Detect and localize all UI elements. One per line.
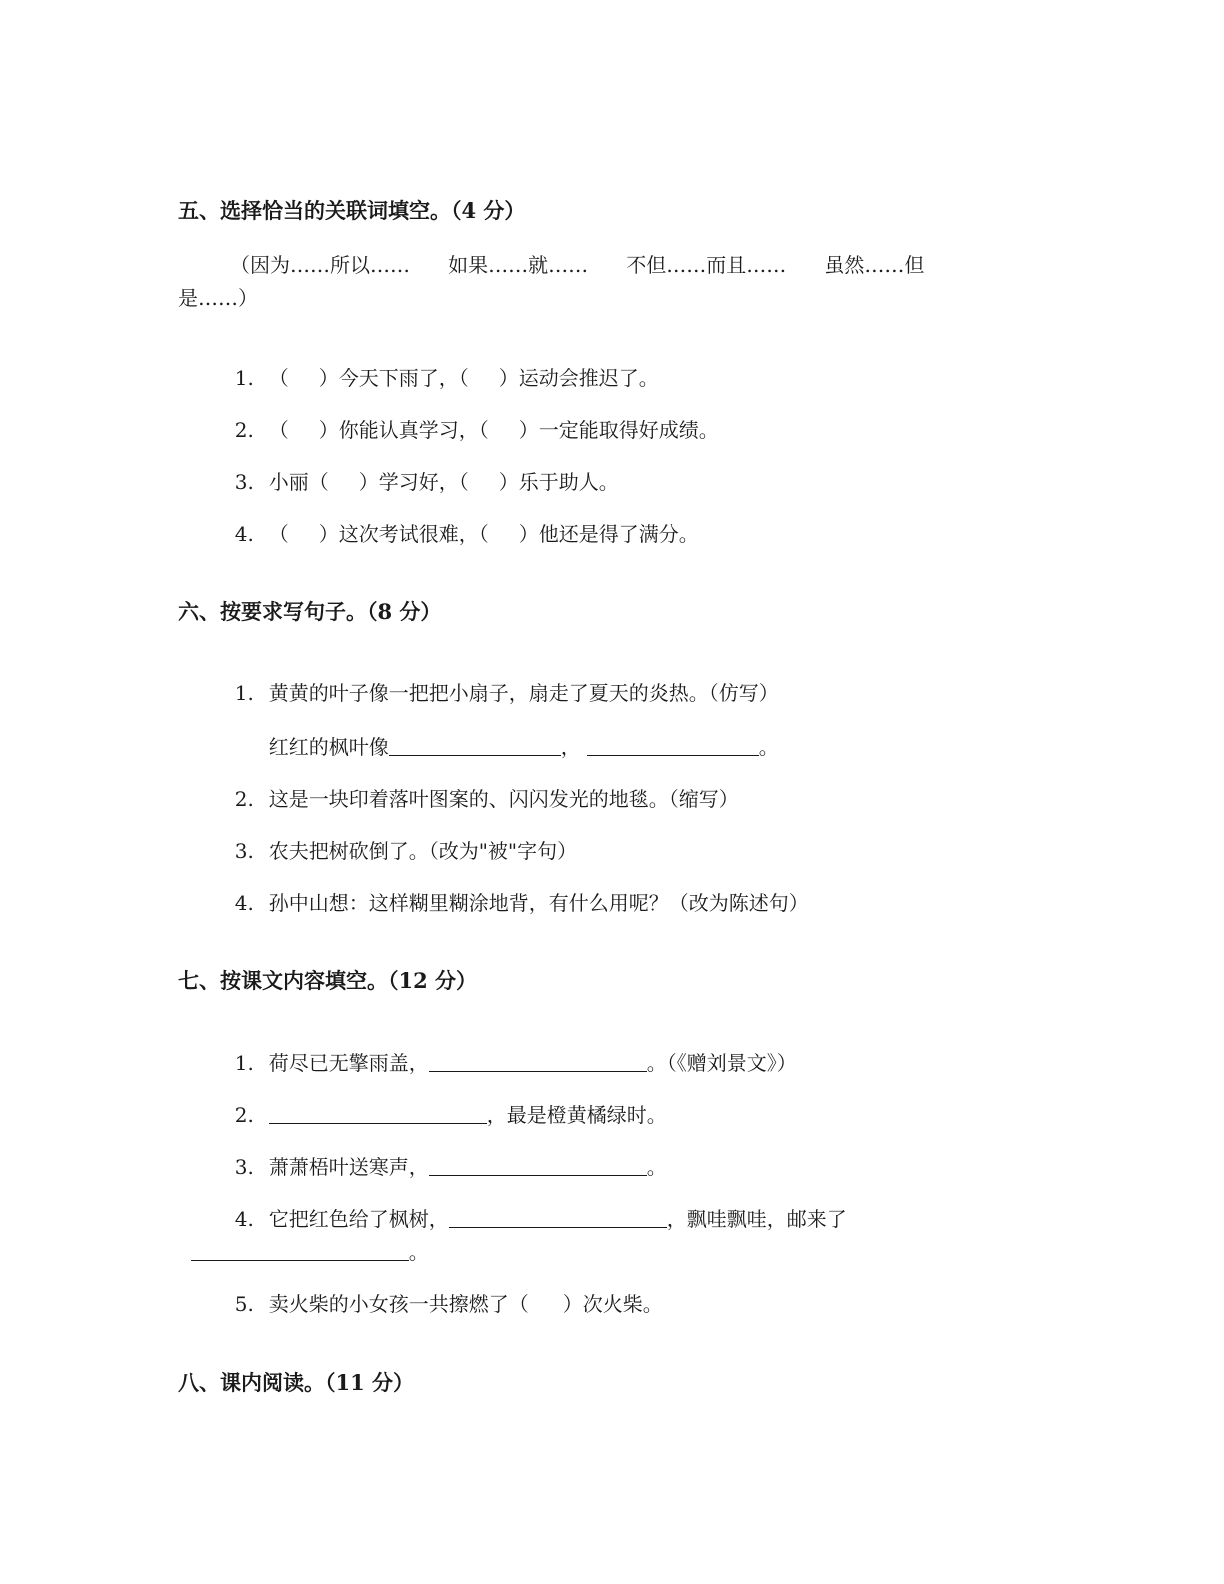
- item-text: ）乐于助人。: [498, 470, 619, 494]
- item-number: 3.: [234, 470, 254, 494]
- sec5-item-4: [222, 492, 699, 548]
- sec6-item-1: [222, 651, 779, 707]
- sec6-item-3: [222, 809, 577, 865]
- item-number: 5.: [234, 1292, 254, 1316]
- item-text: ）一定能取得好成绩。: [518, 418, 719, 442]
- item-text: 小丽（: [268, 470, 329, 494]
- item-number: 1.: [234, 1051, 254, 1075]
- item-text: ）你能认真学习，（: [318, 418, 489, 442]
- sec5-item-1: [222, 336, 659, 392]
- item-text: ，最是橙黄橘绿时。: [486, 1103, 667, 1127]
- item-text: 。: [758, 735, 779, 759]
- item-text: ）这次考试很难，（: [318, 522, 489, 546]
- item-number: 3.: [234, 1155, 254, 1179]
- item-text: 农夫把树砍倒了。（改为"被"字句）: [268, 839, 578, 863]
- item-number: 3.: [234, 839, 254, 863]
- item-number: 2.: [234, 1103, 254, 1127]
- item-text: ）次火柴。: [562, 1292, 663, 1316]
- sec7-item-3: [222, 1125, 667, 1181]
- item-number: 1.: [234, 681, 254, 705]
- conjunction-options-line2: 是……）: [178, 286, 258, 310]
- item-text: 卖火柴的小女孩一共擦燃了（: [268, 1292, 529, 1316]
- item-number: 4.: [234, 1207, 254, 1231]
- item-text: 荷尽已无擎雨盖，: [268, 1051, 429, 1075]
- item-text: ）他还是得了满分。: [518, 522, 699, 546]
- item-text: ，: [560, 735, 581, 759]
- answer-line[interactable]: [587, 735, 759, 756]
- item-number: 2.: [234, 787, 254, 811]
- answer-line[interactable]: [449, 1207, 667, 1228]
- item-text: 。: [408, 1240, 429, 1264]
- item-text: （: [268, 522, 289, 546]
- answer-line[interactable]: [429, 1155, 647, 1176]
- item-text: 这是一块印着落叶图案的、闪闪发光的地毯。（缩写）: [268, 787, 739, 811]
- item-number: 2.: [234, 418, 254, 442]
- answer-line[interactable]: [269, 1103, 487, 1124]
- item-text: 红红的枫叶像: [268, 735, 389, 759]
- item-text: 它把红色给了枫树，: [268, 1207, 449, 1231]
- sec7-item-5: [222, 1262, 663, 1318]
- item-text: 。: [646, 1155, 667, 1179]
- answer-line[interactable]: [389, 735, 561, 756]
- item-number: 4.: [234, 522, 254, 546]
- section-8-title: 八、课内阅读。（11 分）: [178, 1370, 415, 1395]
- item-text: （: [268, 366, 289, 390]
- sec6-item-2: [222, 757, 739, 813]
- item-text: ）运动会推迟了。: [498, 366, 659, 390]
- section-6-title: 六、按要求写句子。（8 分）: [178, 599, 442, 624]
- sec6-item-4: [222, 861, 809, 917]
- item-number: 1.: [234, 366, 254, 390]
- section-5-title: 五、选择恰当的关联词填空。（4 分）: [178, 198, 526, 223]
- item-text: 萧萧梧叶送寒声，: [268, 1155, 429, 1179]
- section-7-title: 七、按课文内容填空。（12 分）: [178, 968, 478, 993]
- answer-line[interactable]: [429, 1051, 647, 1072]
- item-number: 4.: [234, 891, 254, 915]
- item-text: ，飘哇飘哇，邮来了: [666, 1207, 847, 1231]
- sec7-item-1: [222, 1021, 797, 1077]
- sec5-item-3: [222, 440, 619, 496]
- sec7-item-2: [222, 1073, 667, 1129]
- item-text: 。（《赠刘景文》）: [646, 1051, 797, 1075]
- item-text: （: [268, 418, 289, 442]
- sec7-item-4-continued: [178, 1210, 429, 1266]
- item-text: 孙中山想：这样糊里糊涂地背，有什么用呢？（改为陈述句）: [268, 891, 809, 915]
- item-text: ）学习好，（: [358, 470, 469, 494]
- item-text: ）今天下雨了，（: [318, 366, 469, 390]
- sec6-item-1-answer: [256, 705, 779, 761]
- item-text: 黄黄的叶子像一把把小扇子，扇走了夏天的炎热。（仿写）: [268, 681, 779, 705]
- sec5-item-2: [222, 388, 719, 444]
- conjunction-options-line1: （因为……所以…… 如果……就…… 不但……而且…… 虽然……但: [230, 253, 925, 277]
- answer-line[interactable]: [191, 1240, 409, 1261]
